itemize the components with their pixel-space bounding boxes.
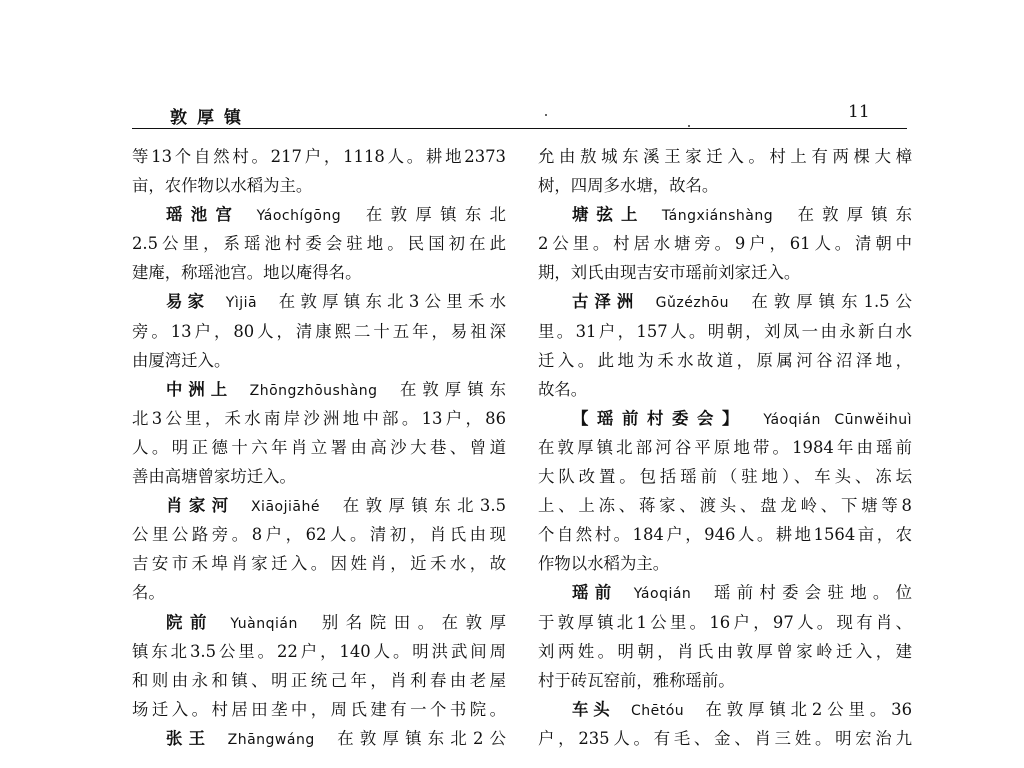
text-line xyxy=(538,346,912,375)
entry-text: 北3公里，禾水南岸沙洲地中部。13户，86 xyxy=(132,408,506,428)
text-line xyxy=(132,666,506,695)
entry-text: 旁。13户，80人，清康熙二十五年，易祖深 xyxy=(132,321,506,341)
text-line xyxy=(538,637,912,666)
text-line xyxy=(132,549,506,578)
entry-text: 在敦厚镇东 xyxy=(789,205,912,225)
text-line xyxy=(132,433,506,462)
entry-text: 故名。 xyxy=(538,379,588,399)
entry-heading-line xyxy=(132,287,506,316)
entry-text: 2.5公里，系瑶池村委会驻地。民国初在此 xyxy=(132,234,506,254)
text-line xyxy=(538,229,912,258)
text-line xyxy=(132,404,506,433)
entry-text: 树，四周多水塘，故名。 xyxy=(538,176,719,196)
text-line xyxy=(538,258,912,287)
entry-heading-line xyxy=(132,608,506,637)
entry-heading-line xyxy=(132,724,506,753)
entry-name: 塘弦上 xyxy=(572,205,646,225)
entry-text: 场迁入。村居田垄中，周氏建有一个书院。 xyxy=(132,699,506,719)
entry-pinyin: Yáochígōng xyxy=(256,208,342,225)
entry-pinyin: Yáoqián xyxy=(633,586,692,603)
text-line xyxy=(538,171,912,200)
entry-text: 2公里。村居水塘旁。9户，61人。清朝中 xyxy=(538,234,912,254)
print-speck xyxy=(545,114,547,116)
text-line xyxy=(132,462,506,491)
text-line xyxy=(538,549,912,578)
text-line xyxy=(538,666,912,695)
text-line xyxy=(132,317,506,346)
entry-text: 在敦厚镇北2公里。36 xyxy=(700,699,912,719)
entry-text: 里。31户，157人。明朝，刘凤一由永新白水 xyxy=(538,321,912,341)
text-line xyxy=(132,695,506,724)
text-line xyxy=(538,462,912,491)
entry-pinyin: Yìjiā xyxy=(225,295,258,312)
entry-text: 镇东北3.5公里。22户，140人。明洪武间周 xyxy=(132,641,506,661)
entry-text: 和则由永和镇、明正统己年，肖利春由老屋 xyxy=(132,670,506,690)
text-line xyxy=(538,375,912,404)
entry-name: 院前 xyxy=(166,612,214,632)
print-speck xyxy=(688,125,690,127)
text-line xyxy=(538,724,912,753)
text-line xyxy=(538,491,912,520)
entry-text: 允由敖城东溪王家迁入。村上有两棵大樟 xyxy=(538,147,912,166)
entry-name: 肖家河 xyxy=(166,496,235,516)
entry-text: 期，刘氏由现吉安市瑶前刘家迁入。 xyxy=(538,263,801,283)
text-line xyxy=(132,637,506,666)
entry-text: 个自然村。184户，946人。耕地1564亩，农 xyxy=(538,525,912,545)
entry-pinyin: Gǔzézhōu xyxy=(655,295,729,312)
entry-pinyin: Chētóu xyxy=(630,702,685,719)
entry-heading-line xyxy=(538,578,912,607)
entry-text: 在敦厚镇东北2公 xyxy=(331,728,506,748)
entry-pinyin: Yuànqián xyxy=(230,615,298,632)
entry-text: 瑶前村委会驻地。位 xyxy=(707,583,912,603)
entry-text: 户，235人。有毛、金、肖三姓。明宏治九 xyxy=(538,728,912,748)
text-line xyxy=(132,142,506,171)
entry-text: 名。 xyxy=(132,583,165,603)
entry-text: 刘两姓。明朝，肖氏由敦厚曾家岭迁入，建 xyxy=(538,641,912,661)
header-rule xyxy=(132,128,907,129)
text-line xyxy=(132,171,506,200)
text-line xyxy=(132,258,506,287)
text-line xyxy=(132,346,506,375)
entry-heading-line xyxy=(538,200,912,229)
entry-pinyin: Tángxiánshàng xyxy=(661,208,774,225)
entry-text: 善由高塘曾家坊迁入。 xyxy=(132,467,296,487)
entry-text: 村于砖瓦窑前，雅称瑶前。 xyxy=(538,670,735,690)
left-column xyxy=(132,142,506,753)
entry-text: 上、上冻、蒋家、渡头、盘龙岭、下塘等8 xyxy=(538,496,912,516)
running-title: 敦厚镇 xyxy=(170,108,251,128)
entry-text: 在敦厚镇东北 xyxy=(357,205,506,225)
entry-text: 在敦厚镇东 xyxy=(393,379,506,399)
entry-name: 中洲上 xyxy=(166,379,234,399)
entry-text: 建庵，称瑶池宫。地以庵得名。 xyxy=(132,263,362,283)
entry-text: 在敦厚镇东1.5公 xyxy=(745,292,912,312)
page-number: 11 xyxy=(848,102,870,122)
text-line xyxy=(132,520,506,549)
entry-name: 车头 xyxy=(572,699,615,719)
text-line xyxy=(132,229,506,258)
entry-pinyin: Xiāojiāhé xyxy=(250,499,320,516)
entry-heading-line xyxy=(538,695,912,724)
entry-heading-line xyxy=(132,491,506,520)
entry-text: 在敦厚镇东北3公里禾水 xyxy=(273,292,506,312)
entry-text: 人。明正德十六年肖立署由高沙大巷、曾道 xyxy=(132,437,506,457)
entry-name: 瑶前 xyxy=(572,583,618,603)
entry-heading-line xyxy=(132,375,506,404)
entry-name: 易家 xyxy=(166,292,210,312)
entry-text: 别名院田。在敦厚 xyxy=(314,612,506,632)
entry-text: 等13个自然村。217户，1118人。耕地2373 xyxy=(132,147,506,166)
entry-pinyin: Yáoqián Cūnwěihuì xyxy=(763,411,912,428)
entry-text: 亩，农作物以水稻为主。 xyxy=(132,176,313,196)
entry-text: 由厦湾迁入。 xyxy=(132,350,231,370)
text-line xyxy=(538,433,912,462)
entry-text: 作物以水稻为主。 xyxy=(538,554,670,574)
entry-pinyin: Zhāngwáng xyxy=(227,731,315,748)
text-line xyxy=(132,578,506,607)
text-line xyxy=(538,520,912,549)
text-line xyxy=(538,608,912,637)
entry-heading-line xyxy=(132,200,506,229)
text-line xyxy=(538,142,912,171)
text-line xyxy=(538,317,912,346)
entry-text: 吉安市禾埠肖家迁入。因姓肖，近禾水，故 xyxy=(132,554,506,574)
right-column xyxy=(538,142,912,753)
entry-name: 【瑶前村委会】 xyxy=(572,408,747,428)
entry-text: 大队改置。包括瑶前（驻地）、车头、冻坛 xyxy=(538,467,912,487)
entry-text: 在敦厚镇东北3.5 xyxy=(336,496,506,516)
entry-text: 迁入。此地为禾水故道，原属河谷沼泽地， xyxy=(538,350,912,370)
entry-text: 于敦厚镇北1公里。16户，97人。现有肖、 xyxy=(538,612,912,632)
entry-text: 在敦厚镇北部河谷平原地带。1984年由瑶前 xyxy=(538,437,912,457)
entry-text: 公里公路旁。8户，62人。清初，肖氏由现 xyxy=(132,525,506,545)
entry-pinyin: Zhōngzhōushàng xyxy=(249,382,378,399)
entry-name: 瑶池宫 xyxy=(166,205,241,225)
entry-heading-line xyxy=(538,404,912,433)
entry-name: 张王 xyxy=(166,728,212,748)
entry-heading-line xyxy=(538,287,912,316)
entry-name: 古泽洲 xyxy=(572,292,640,312)
